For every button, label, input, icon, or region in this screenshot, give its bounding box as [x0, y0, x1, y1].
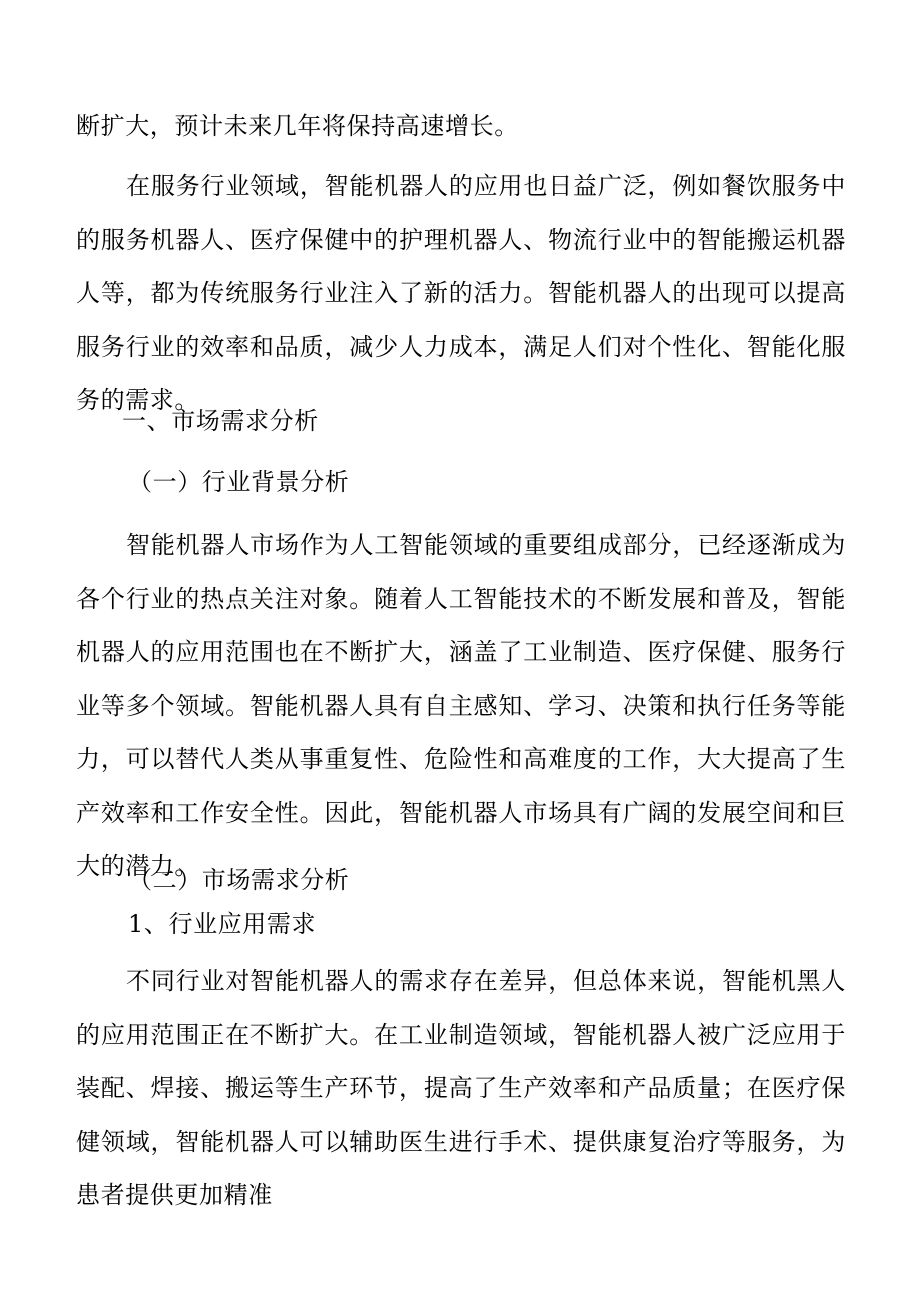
- paragraph-industry-application: 不同行业对智能机器人的需求存在差异，但总体来说，智能机黑人的应用范围正在不断扩大。在工业制造领域，智能机器人被广泛应用于装配、焊接、搬运等生产环节，提高了生产效率和产品质量；在医疗保健领域，智能机器人可以辅助医生进行手术、提供康复治疗等服务，为患者提供更加精准: [76, 967, 846, 1209]
- subsection-heading-industry-background: （一）行业背景分析: [128, 468, 350, 496]
- paragraph-industry-background: 智能机器人市场作为人工智能领域的重要组成部分，已经逐渐成为各个行业的热点关注对象。随着人工智能技术的不断发展和普及，智能机器人的应用范围也在不断扩大，涵盖了工业制造、医疗保健、服务行业等多个领域。智能机器人具有自主感知、学习、决策和执行任务等能力，可以替代人类从事重复性、危险性和高难度的工作，大大提高了生产效率和工作安全性。因此，智能机器人市场具有广阔的发展空间和巨大的潜力。: [76, 531, 846, 880]
- section-heading-market-demand: 一、市场需求分析: [122, 407, 319, 435]
- subsection-heading-market-demand: （二）市场需求分析: [128, 866, 350, 894]
- paragraph-service-industry: 在服务行业领域，智能机器人的应用也日益广泛，例如餐饮服务中的服务机器人、医疗保健中的护理机器人、物流行业中的智能搬运机器人等，都为传统服务行业注入了新的活力。智能机器人的出现可以提高服务行业的效率和品质，减少人力成本，满足人们对个性化、智能化服务的需求。: [76, 172, 846, 414]
- paragraph-continuation: 断扩大，预计未来几年将保持高速增长。: [76, 112, 519, 140]
- subsubsection-heading-industry-application: 1、行业应用需求: [128, 910, 317, 938]
